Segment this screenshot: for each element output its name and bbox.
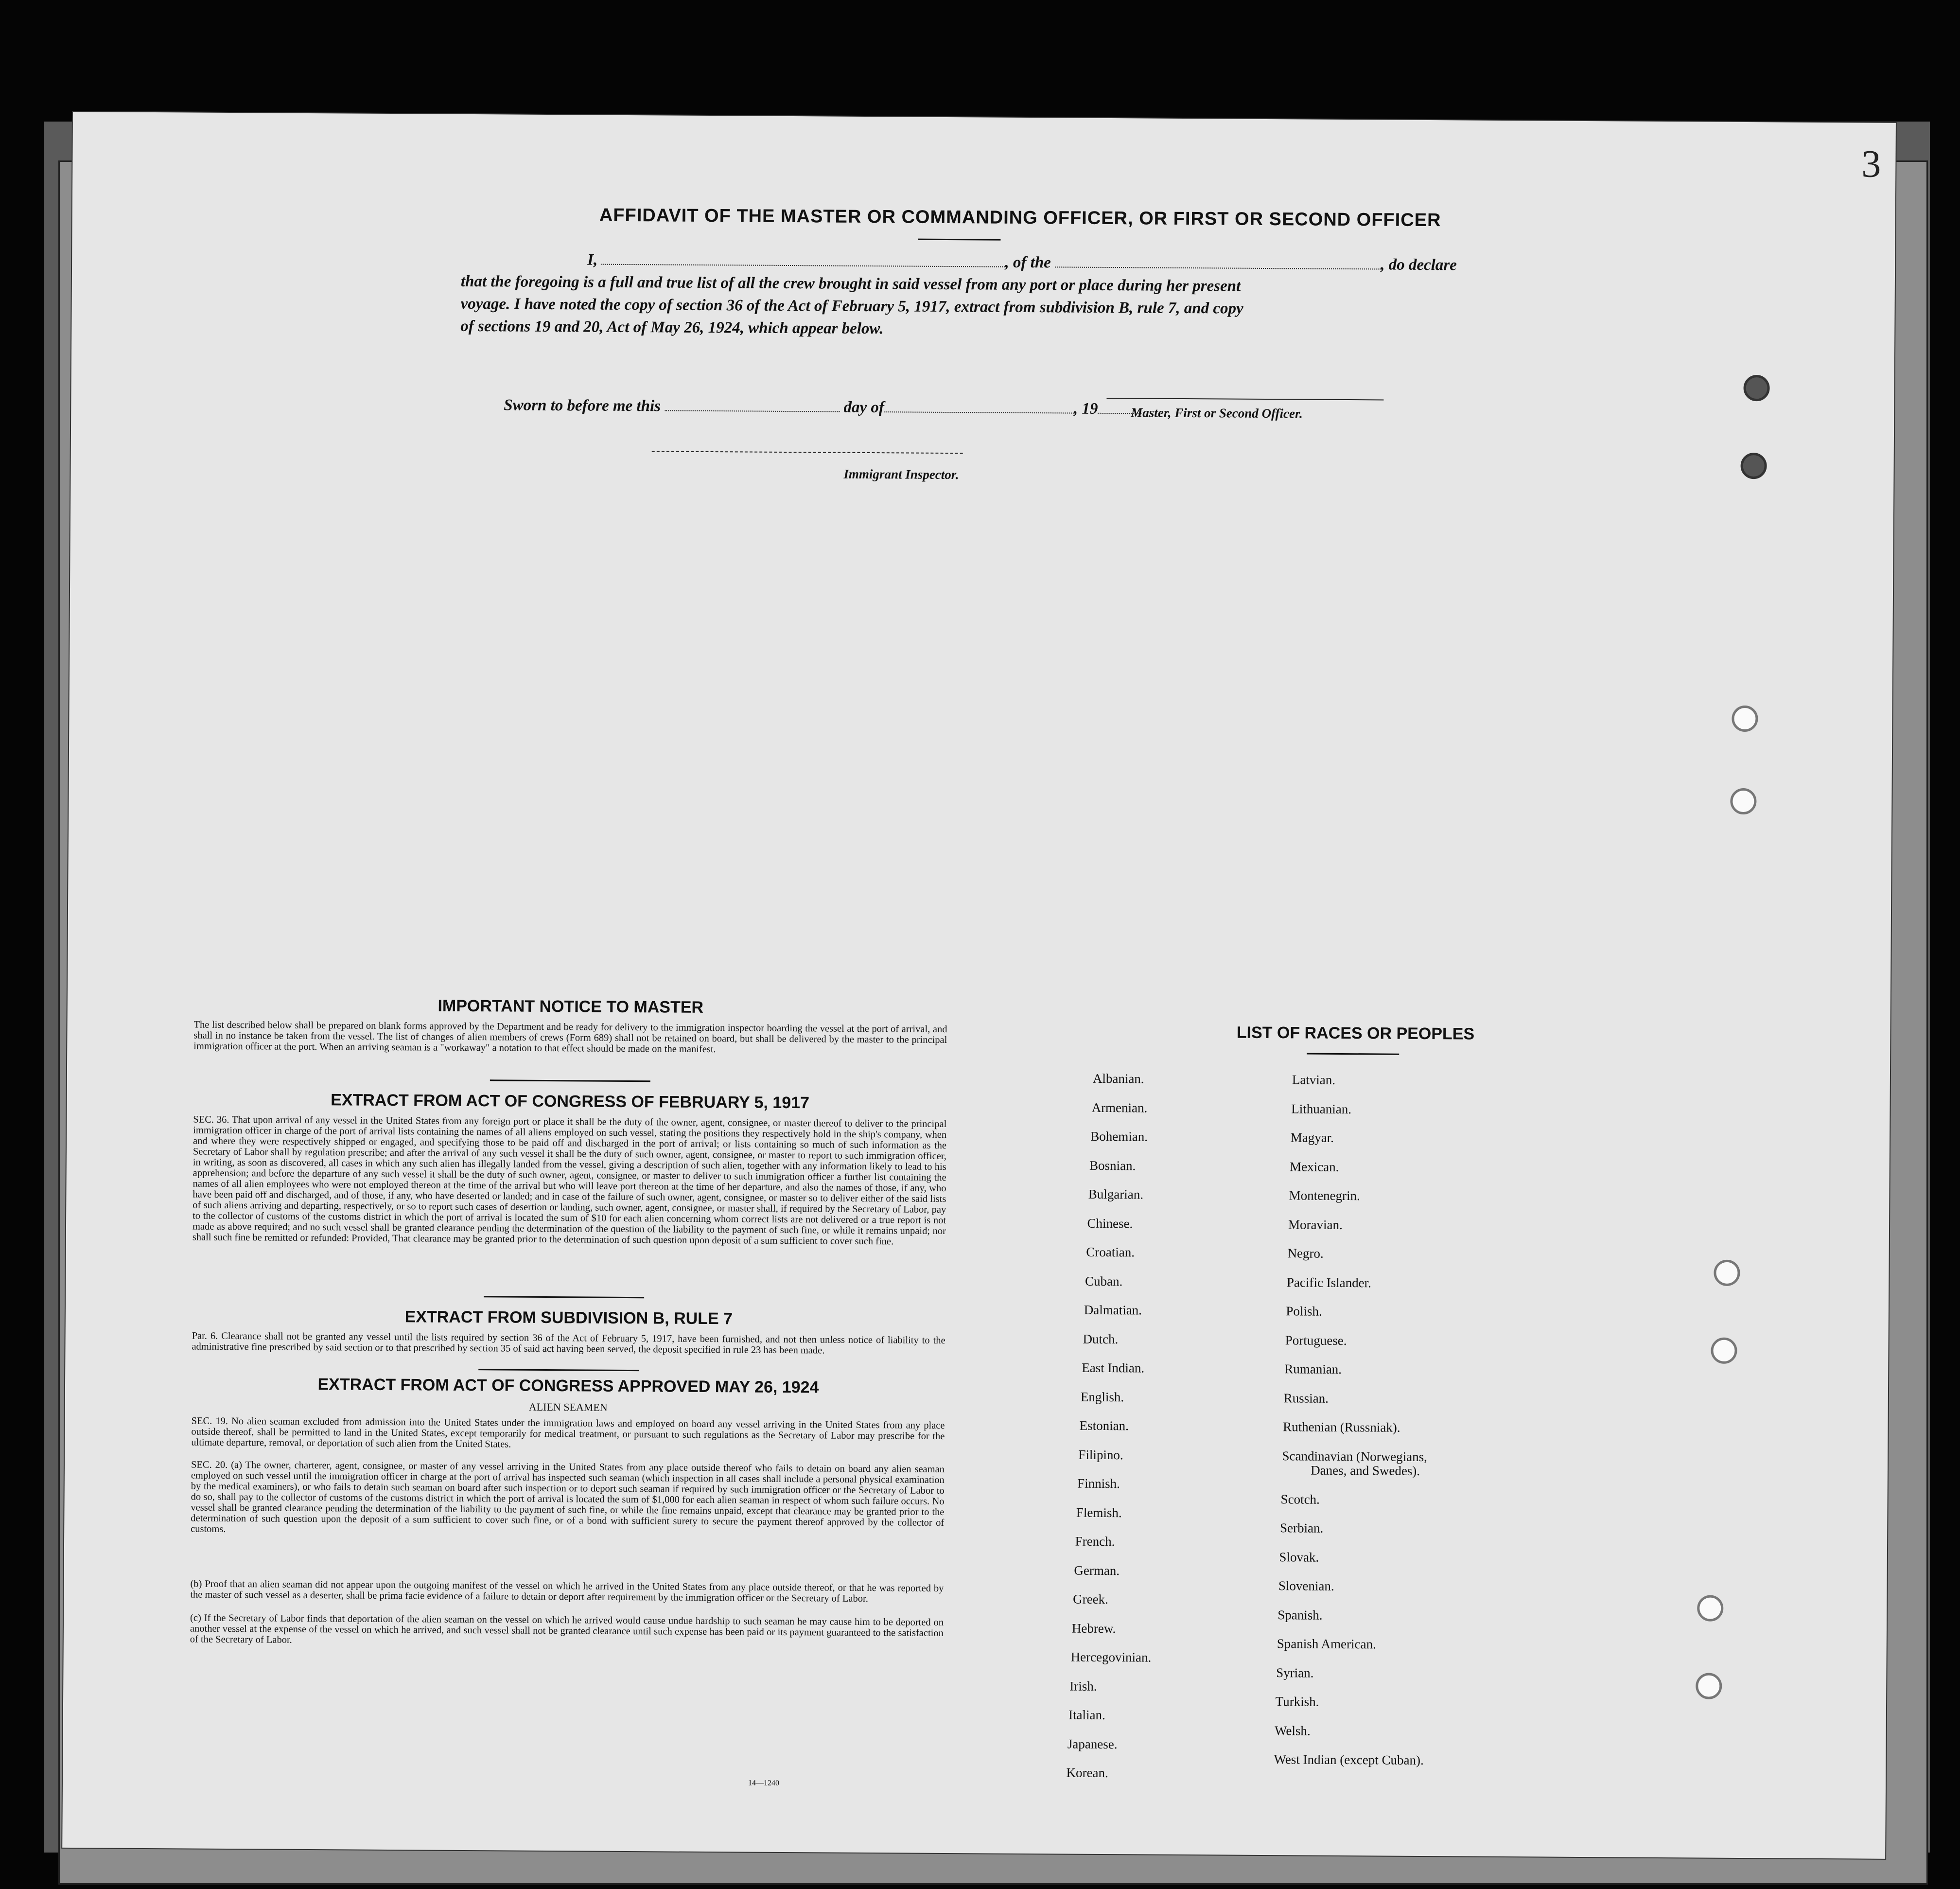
punch-hole-icon bbox=[1743, 375, 1769, 401]
race-item: Pacific Islander. bbox=[1286, 1274, 1371, 1290]
race-item: Rumanian. bbox=[1284, 1361, 1342, 1377]
race-item: Ruthenian (Russniak). bbox=[1283, 1419, 1400, 1435]
race-item: Scotch. bbox=[1280, 1491, 1320, 1507]
race-item: Portuguese. bbox=[1285, 1332, 1347, 1348]
race-item: Spanish American. bbox=[1277, 1636, 1376, 1652]
extract3-sec20a: SEC. 20. (a) The owner, charterer, agent, consignee, or master of any vessel arriving in the United States from any place outside thereof who fails to detain on board any alien seaman employed on such vessel until the immigration officer in charge at the port of arrival has inspected such seaman (which inspection in all cases shall include a personal physical examination by the medical examiners), or who fails to detain such seaman on board after such inspection or to deport such seaman if required by such immigration officer or the Secretary of Labor to do so, shall pay to the collector of customs of the customs district in which the port of arrival is located the sum of $1,000 for each alien seaman in respect of whom such failure occurs. No vessel shall be granted clearance pending the determination of the liability to the payment of such fine, or while the fine remains unpaid, except that clearance may be granted prior to the determination of such question upon the deposit of a sum sufficient to cover such fine, or of a bond with sufficient surety to secure the payment thereof approved by the collector of customs. bbox=[191, 1459, 945, 1535]
title-rule bbox=[918, 239, 1000, 241]
race-item: Dutch. bbox=[1083, 1331, 1119, 1346]
name-field[interactable] bbox=[601, 264, 1005, 267]
race-item: Russian. bbox=[1283, 1390, 1329, 1406]
master-signature-line[interactable] bbox=[1106, 398, 1383, 400]
race-item: Bulgarian. bbox=[1088, 1186, 1144, 1202]
race-item: Negro. bbox=[1287, 1246, 1324, 1261]
race-item: Bohemian. bbox=[1090, 1129, 1148, 1144]
punch-hole-icon bbox=[1696, 1673, 1722, 1699]
affidavit-i: I, bbox=[587, 251, 598, 269]
race-item: Slovak. bbox=[1279, 1549, 1319, 1565]
extract3-sec20c: (c) If the Secretary of Labor finds that deportation of the alien seaman on the vessel on which he arrived would cause undue hardship to such seaman he may cause him to be deported on another vessel at the expense of the vessel on which he arrived, and such vessel shall not be granted clearance until such expense has been paid or its payment guaranteed to the satisfaction of the Secretary of Labor. bbox=[190, 1612, 944, 1645]
sworn-line bbox=[504, 396, 1141, 418]
affidavit-line3: voyage. I have noted the copy of section 36 of the Act of February 5, 1917, extract from subdivision B, rule 7, and copy bbox=[460, 295, 1243, 318]
section-rule bbox=[478, 1369, 639, 1371]
affidavit-title: AFFIDAVIT OF THE MASTER OR COMMANDING OFFICER, OR FIRST OR SECOND OFFICER bbox=[599, 205, 1441, 231]
form-number: 14—1240 bbox=[748, 1779, 780, 1787]
race-item: Polish. bbox=[1286, 1304, 1322, 1319]
race-item: English. bbox=[1080, 1389, 1124, 1404]
race-item: Flemish. bbox=[1076, 1505, 1122, 1520]
race-item: French. bbox=[1075, 1534, 1115, 1549]
document-page bbox=[62, 112, 1896, 1859]
affidavit-declare: , do declare bbox=[1381, 256, 1457, 274]
inspector-signature-label: Immigrant Inspector. bbox=[843, 466, 959, 482]
race-item: Dalmatian. bbox=[1084, 1302, 1142, 1318]
race-item: Spanish. bbox=[1278, 1607, 1323, 1623]
race-item: Finnish. bbox=[1077, 1476, 1120, 1491]
race-item: Chinese. bbox=[1087, 1216, 1133, 1231]
race-item: Italian. bbox=[1068, 1707, 1105, 1723]
race-item: Japanese. bbox=[1067, 1736, 1118, 1751]
affidavit-line4: of sections 19 and 20, Act of May 26, 1924, which appear below. bbox=[460, 317, 884, 338]
race-item: Filipino. bbox=[1078, 1447, 1123, 1462]
inspector-signature-line[interactable] bbox=[652, 451, 963, 454]
race-item: Latvian. bbox=[1292, 1072, 1336, 1087]
sworn-day-field[interactable] bbox=[665, 410, 840, 412]
race-item: Lithuanian. bbox=[1291, 1101, 1352, 1116]
race-item: Serbian. bbox=[1279, 1520, 1324, 1536]
race-item: Croatian. bbox=[1086, 1244, 1135, 1260]
race-item: Cuban. bbox=[1085, 1273, 1123, 1289]
punch-hole-icon bbox=[1730, 788, 1756, 814]
race-item: Danes, and Swedes). bbox=[1311, 1463, 1420, 1479]
race-item: East Indian. bbox=[1082, 1360, 1145, 1376]
sworn-year-field[interactable] bbox=[1098, 413, 1141, 414]
race-item: Magyar. bbox=[1290, 1130, 1334, 1145]
master-signature-label: Master, First or Second Officer. bbox=[1131, 405, 1303, 421]
extract2-title: EXTRACT FROM SUBDIVISION B, RULE 7 bbox=[404, 1307, 733, 1328]
race-item: Korean. bbox=[1066, 1765, 1108, 1781]
races-rule bbox=[1307, 1053, 1399, 1055]
race-item: Moravian. bbox=[1288, 1217, 1343, 1232]
extract3-sec19: SEC. 19. No alien seaman excluded from admission into the United States under the immigration laws and employed on board any vessel arriving in the United States from any place outside thereof, shall be permitted to land in the United States, except temporarily for medical treatment, or pursuant to such regulations as the Secretary of Labor may prescribe for the ultimate departure, removal, or deportation of such alien from the United States. bbox=[191, 1415, 945, 1450]
notice-body: The list described below shall be prepared on blank forms approved by the Department and be ready for delivery to the immigration inspector boarding the vessel at the port of arrival, and shall in no instance be taken from the vessel. The list of changes of alien members of crews (Form 689) shall not be retained on board, but shall be delivered by the master to the principal immigration officer at the port. When an arriving seaman is a "workaway" a notation to that effect should be made on the manifest. bbox=[193, 1019, 947, 1055]
punch-hole-icon bbox=[1714, 1260, 1740, 1286]
race-item: Syrian. bbox=[1276, 1665, 1314, 1680]
race-item: West Indian (except Cuban). bbox=[1274, 1752, 1424, 1768]
races-title: LIST OF RACES OR PEOPLES bbox=[1236, 1023, 1475, 1043]
sworn-month-field[interactable] bbox=[884, 411, 1074, 413]
sworn-year-label: , 19 bbox=[1073, 400, 1098, 418]
race-item: Irish. bbox=[1069, 1678, 1097, 1694]
race-item: Scandinavian (Norwegians, bbox=[1282, 1448, 1428, 1464]
race-item: Welsh. bbox=[1275, 1723, 1311, 1738]
punch-hole-icon bbox=[1697, 1595, 1723, 1621]
section-rule bbox=[484, 1296, 644, 1298]
race-item: Turkish. bbox=[1275, 1694, 1319, 1709]
sworn-prefix: Sworn to before me this bbox=[504, 396, 661, 415]
race-item: Hercegovinian. bbox=[1070, 1649, 1152, 1665]
extract1-body: SEC. 36. That upon arrival of any vessel in the United States from any foreign port or place it shall be the duty of the owner, agent, consignee, or master thereof to deliver to the principal immigration officer in charge of the port of arrival lists containing the names of all aliens employed on such vessel, stating the positions they respectively hold in the ship's company, when and where they were respectively shipped or engaged, and specifying those to be paid off and discharged in the port of arrival; or lists containing so much of such information as the Secretary of Labor shall by regulation prescribe; and after the arrival of any such vessel it shall be the duty of such owner, agent, consignee, or master to report to such immigration officer, in writing, as soon as discovered, all cases in which any such alien has illegally landed from the vessel, giving a description of such alien, together with any information likely to lead to his apprehension; and before the departure of any such vessel it shall be the duty of such owner, agent, consignee, or master to deliver to such immigration officer a further list containing the names of all alien employees who were not employed thereon at the time of the arrival but who will leave port thereon at the time of her departure, and also the names of those, if any, who have been paid off and discharged, and of those, if any, who have deserted or landed; and in case of the failure of such owner, agent, consignee, or master so to deliver either of the said lists of such aliens arriving and departing, respectively, or so to report such cases of desertion or landing, such owner, agent, consignee, or master shall, if required by the Secretary of Labor, pay to the collector of customs of the customs district in which the port of arrival is located the sum of $10 for each alien concerning whom correct lists are not delivered or a true report is not made as above required; and no such vessel shall be granted clearance pending the determination of the question of the liability to the payment of such fine, or while it remains unpaid; nor shall such fine be remitted or refunded: Provided, That clearance may be granted prior to the determination of such question upon deposit of a sum sufficient to cover such fine. bbox=[192, 1114, 947, 1247]
race-item: Slovenian. bbox=[1278, 1578, 1334, 1594]
punch-hole-icon bbox=[1711, 1338, 1737, 1364]
extract2-body: Par. 6. Clearance shall not be granted any vessel until the lists required by section 36 of the Act of February 5, 1917, have been furnished, and not then unless notice of liability to the administrative fine prescribed by said section or to that prescribed by section 35 of said act having been served, the deposit specified in rule 23 has been made. bbox=[192, 1330, 945, 1356]
extract1-title: EXTRACT FROM ACT OF CONGRESS OF FEBRUARY 5, 1917 bbox=[331, 1091, 810, 1112]
extract3-subtitle: ALIEN SEAMEN bbox=[528, 1400, 608, 1413]
affidavit-line2: that the foregoing is a full and true list of all the crew brought in said vessel from any port or place during her present bbox=[460, 272, 1241, 295]
punch-hole-icon bbox=[1732, 706, 1758, 732]
vessel-field[interactable] bbox=[1055, 266, 1381, 269]
extract3-title: EXTRACT FROM ACT OF CONGRESS APPROVED MAY 26, 1924 bbox=[317, 1375, 819, 1397]
race-item: Greek. bbox=[1073, 1591, 1108, 1607]
extract3-sec20b: (b) Proof that an alien seaman did not appear upon the outgoing manifest of the vessel on which he arrived in the United States from any place outside thereof, or that he was reported by the master of such vessel as a deserter, shall be prima facie evidence of a failure to detain or deport after requirement by the immigration officer or the Secretary of Labor. bbox=[190, 1578, 944, 1605]
page-number: 3 bbox=[1861, 142, 1881, 186]
race-item: Mexican. bbox=[1290, 1159, 1339, 1174]
race-item: German. bbox=[1074, 1563, 1120, 1578]
race-item: Estonian. bbox=[1079, 1418, 1129, 1433]
punch-hole-icon bbox=[1740, 453, 1767, 479]
race-item: Armenian. bbox=[1091, 1100, 1148, 1115]
affidavit-of: , of the bbox=[1005, 253, 1051, 272]
notice-title: IMPORTANT NOTICE TO MASTER bbox=[438, 996, 704, 1017]
affidavit-text bbox=[460, 248, 1579, 344]
race-item: Bosnian. bbox=[1089, 1158, 1136, 1173]
sworn-day-label: day of bbox=[843, 398, 885, 417]
race-item: Hebrew. bbox=[1071, 1621, 1116, 1636]
section-rule bbox=[490, 1079, 650, 1082]
race-item: Montenegrin. bbox=[1289, 1188, 1360, 1203]
race-item: Albanian. bbox=[1092, 1071, 1144, 1086]
